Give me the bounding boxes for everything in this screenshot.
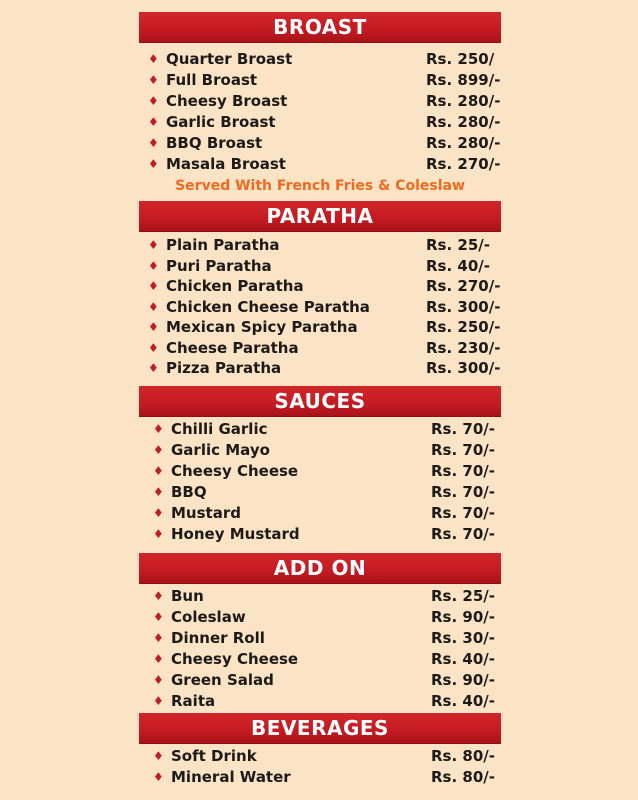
- menu-item: [148, 133, 508, 153]
- diamond-icon: ♦: [153, 443, 164, 457]
- diamond-icon: ♦: [153, 652, 164, 666]
- item-price: Rs. 30/-: [431, 629, 495, 647]
- item-price: Rs. 70/-: [431, 441, 495, 459]
- section-header-add-on: ADD ON: [139, 553, 501, 583]
- item-price: Rs. 40/-: [431, 692, 495, 710]
- item-name: Cheesy Broast: [166, 92, 288, 110]
- menu-item: [148, 235, 508, 255]
- menu-item: [148, 297, 508, 317]
- section-header-broast: BROAST: [139, 12, 501, 42]
- menu-item: [153, 440, 508, 460]
- menu-item: [148, 276, 508, 296]
- diamond-icon: ♦: [153, 589, 164, 603]
- item-price: Rs. 250/: [426, 50, 495, 68]
- item-price: Rs. 25/-: [431, 587, 495, 605]
- item-name: Puri Paratha: [166, 257, 272, 275]
- diamond-icon: ♦: [148, 238, 159, 252]
- diamond-icon: ♦: [148, 300, 159, 314]
- item-name: Soft Drink: [171, 747, 257, 765]
- menu-item: [148, 338, 508, 358]
- menu-item: [153, 649, 508, 669]
- diamond-icon: ♦: [148, 341, 159, 355]
- item-name: Full Broast: [166, 71, 258, 89]
- menu-item: [148, 49, 508, 69]
- menu-item: [153, 746, 508, 766]
- menu-item: [153, 767, 508, 787]
- menu-item: [153, 482, 508, 502]
- diamond-icon: ♦: [153, 694, 164, 708]
- item-name: Honey Mustard: [171, 525, 300, 543]
- item-price: Rs. 270/-: [426, 155, 501, 173]
- item-price: Rs. 280/-: [426, 134, 501, 152]
- item-price: Rs. 80/-: [431, 747, 495, 765]
- item-price: Rs. 80/-: [431, 768, 495, 786]
- item-price: Rs. 90/-: [431, 671, 495, 689]
- item-name: Mustard: [171, 504, 241, 522]
- item-price: Rs. 280/-: [426, 92, 501, 110]
- item-price: Rs. 230/-: [426, 339, 501, 357]
- item-name: Cheesy Cheese: [171, 650, 299, 668]
- item-price: Rs. 70/-: [431, 420, 495, 438]
- item-price: Rs. 70/-: [431, 525, 495, 543]
- item-price: Rs. 280/-: [426, 113, 501, 131]
- item-name: Dinner Roll: [171, 629, 265, 647]
- menu-item: [153, 691, 508, 711]
- menu-item: [153, 503, 508, 523]
- item-price: Rs. 40/-: [431, 650, 495, 668]
- item-name: Masala Broast: [166, 155, 286, 173]
- menu-item: [153, 419, 508, 439]
- section-header-paratha: PARATHA: [139, 201, 501, 231]
- menu-item: [153, 586, 508, 606]
- section-note: Served With French Fries & Coleslaw: [175, 178, 465, 194]
- diamond-icon: ♦: [148, 115, 159, 129]
- item-price: Rs. 90/-: [431, 608, 495, 626]
- menu-item: [148, 154, 508, 174]
- item-name: Plain Paratha: [166, 236, 280, 254]
- menu-item: [148, 91, 508, 111]
- item-name: Quarter Broast: [166, 50, 293, 68]
- diamond-icon: ♦: [148, 73, 159, 87]
- menu-item: [153, 670, 508, 690]
- item-price: Rs. 40/-: [426, 257, 490, 275]
- diamond-icon: ♦: [148, 136, 159, 150]
- diamond-icon: ♦: [153, 749, 164, 763]
- item-price: Rs. 70/-: [431, 483, 495, 501]
- item-name: Chilli Garlic: [171, 420, 268, 438]
- item-name: BBQ Broast: [166, 134, 263, 152]
- diamond-icon: ♦: [148, 52, 159, 66]
- menu-item: [148, 70, 508, 90]
- item-name: Chicken Paratha: [166, 277, 304, 295]
- item-price: Rs. 270/-: [426, 277, 501, 295]
- item-name: Chicken Cheese Paratha: [166, 298, 370, 316]
- menu-item: [148, 317, 508, 337]
- diamond-icon: ♦: [148, 259, 159, 273]
- menu-item: [153, 607, 508, 627]
- diamond-icon: ♦: [153, 673, 164, 687]
- diamond-icon: ♦: [148, 320, 159, 334]
- diamond-icon: ♦: [148, 361, 159, 375]
- item-price: Rs. 25/-: [426, 236, 490, 254]
- menu-item: [153, 628, 508, 648]
- item-name: Mexican Spicy Paratha: [166, 318, 358, 336]
- item-price: Rs. 250/-: [426, 318, 501, 336]
- item-price: Rs. 899/-: [426, 71, 501, 89]
- item-price: Rs. 300/-: [426, 298, 501, 316]
- diamond-icon: ♦: [153, 485, 164, 499]
- diamond-icon: ♦: [153, 506, 164, 520]
- diamond-icon: ♦: [153, 422, 164, 436]
- item-name: Garlic Broast: [166, 113, 276, 131]
- diamond-icon: ♦: [153, 527, 164, 541]
- section-header-sauces: SAUCES: [139, 386, 501, 416]
- diamond-icon: ♦: [153, 610, 164, 624]
- item-name: Green Salad: [171, 671, 274, 689]
- menu-item: [153, 524, 508, 544]
- item-name: Garlic Mayo: [171, 441, 270, 459]
- item-name: BBQ: [171, 483, 207, 501]
- item-name: Cheese Paratha: [166, 339, 299, 357]
- diamond-icon: ♦: [148, 157, 159, 171]
- diamond-icon: ♦: [148, 94, 159, 108]
- menu-item: [153, 461, 508, 481]
- item-name: Bun: [171, 587, 204, 605]
- item-name: Pizza Paratha: [166, 359, 282, 377]
- item-name: Coleslaw: [171, 608, 246, 626]
- item-price: Rs. 70/-: [431, 504, 495, 522]
- diamond-icon: ♦: [153, 631, 164, 645]
- item-name: Raita: [171, 692, 216, 710]
- diamond-icon: ♦: [148, 279, 159, 293]
- section-header-beverages: BEVERAGES: [139, 713, 501, 743]
- menu-item: [148, 112, 508, 132]
- menu-item: [148, 358, 508, 378]
- item-name: Mineral Water: [171, 768, 291, 786]
- diamond-icon: ♦: [153, 770, 164, 784]
- menu-item: [148, 256, 508, 276]
- item-price: Rs. 70/-: [431, 462, 495, 480]
- item-name: Cheesy Cheese: [171, 462, 299, 480]
- item-price: Rs. 300/-: [426, 359, 501, 377]
- diamond-icon: ♦: [153, 464, 164, 478]
